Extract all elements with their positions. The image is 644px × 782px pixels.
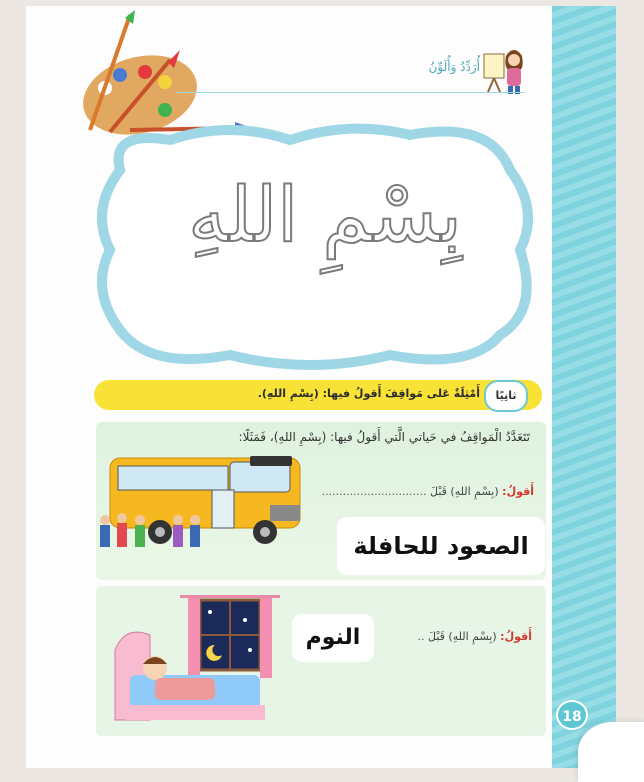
- example-line-bus: [306, 485, 534, 498]
- page-corner-curl: [578, 722, 644, 782]
- decorative-side-strip: [552, 6, 616, 768]
- section-number-badge: ثانِيًا: [484, 380, 528, 412]
- activity-title: أُرَدِّدُ وَأُلَوِّنُ: [428, 60, 480, 74]
- blank-dots: ..: [417, 630, 425, 643]
- girl-painting-icon: [480, 40, 532, 96]
- say-label: أَقولُ:: [500, 630, 532, 643]
- basmala-tracing-text: بِسْمِ اللهِ: [188, 170, 462, 259]
- blank-dots: ..............................: [321, 485, 427, 498]
- answer-field-bus[interactable]: الصعود للحافلة: [337, 517, 545, 575]
- example-line-sleep: [380, 630, 532, 643]
- say-label: أَقولُ:: [502, 485, 534, 498]
- bed-sleeping-illustration: [110, 590, 290, 735]
- say-phrase: (بِسْمِ اللهِ) قَبْلَ: [428, 630, 497, 643]
- say-phrase: (بِسْمِ اللهِ) قَبْلَ: [430, 485, 499, 498]
- header-divider: [175, 92, 525, 93]
- answer-field-sleep[interactable]: النوم: [292, 614, 374, 662]
- intro-text: تَتَعَدَّدُ الْمَواقِفُ في حَياتي الَّتي أَقولُ فيها: (بِسْمِ اللهِ)، فَمَثَلًا:: [238, 430, 530, 444]
- section-title: أَمْثِلَةٌ عَلى مَواقِفَ أَقولُ فيها: (بِسْمِ اللهِ).: [257, 387, 480, 400]
- page-number-badge: 18: [556, 700, 588, 730]
- school-bus-illustration: [100, 450, 315, 560]
